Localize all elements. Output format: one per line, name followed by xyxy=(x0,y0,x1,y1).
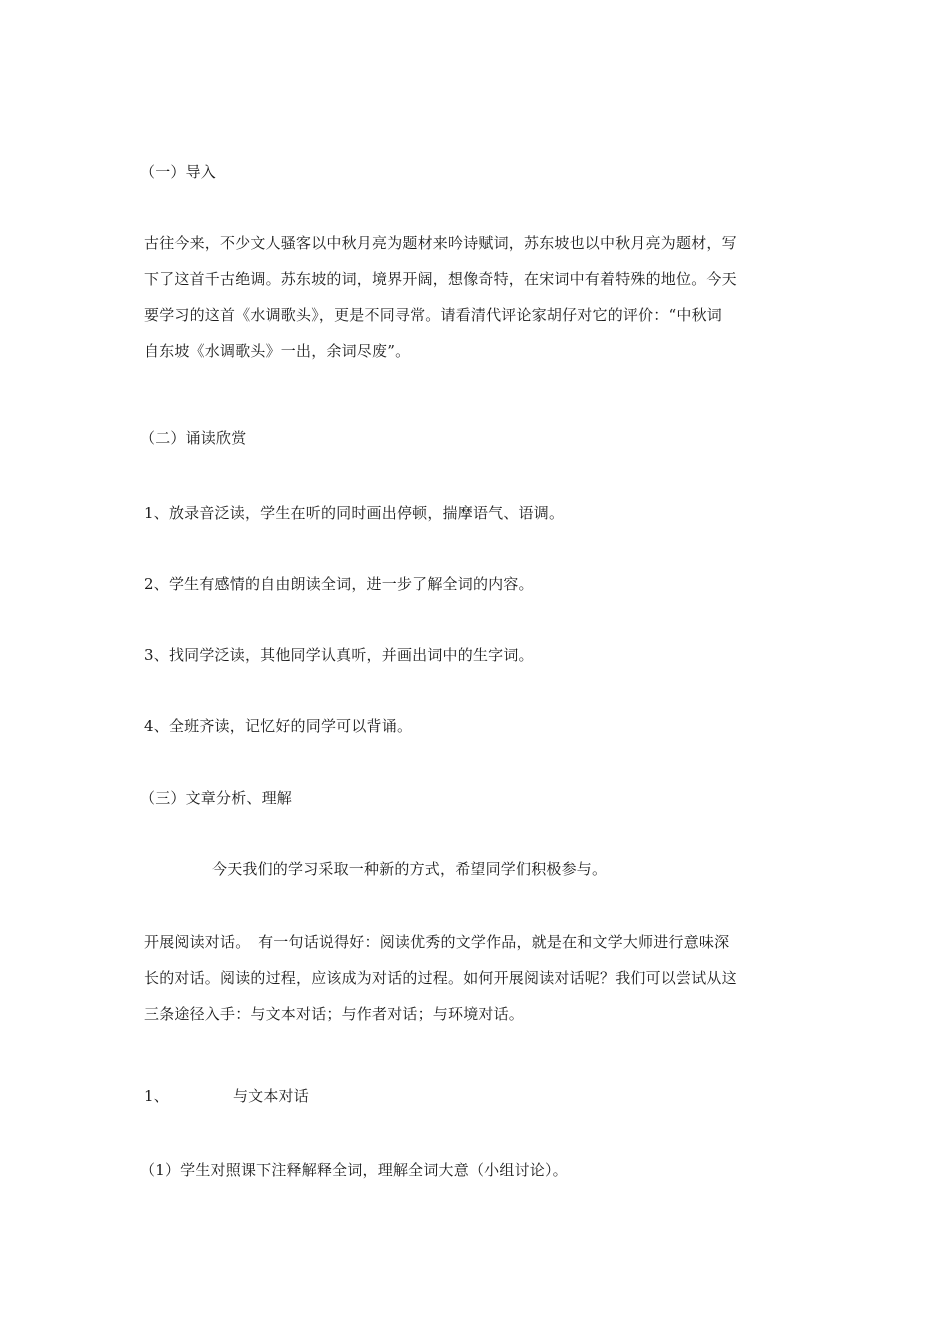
paragraph-line: 三条途径入手：与文本对话；与作者对话；与环境对话。 xyxy=(144,1005,525,1023)
list-item: 1、放录音泛读，学生在听的同时画出停顿，揣摩语气、语调。 xyxy=(144,504,565,522)
subsection-title: 与文本对话 xyxy=(232,1087,309,1105)
step-item: （1）学生对照课下注释解释全词，理解全词大意（小组讨论）。 xyxy=(140,1161,568,1179)
subsection-heading xyxy=(144,1086,309,1106)
list-item: 4、全班齐读，记忆好的同学可以背诵。 xyxy=(144,717,413,735)
paragraph-line: 下了这首千古绝调。苏东坡的词，境界开阔，想像奇特，在宋词中有着特殊的地位。今天 xyxy=(144,270,737,288)
analysis-intro: 今天我们的学习采取一种新的方式，希望同学们积极参与。 xyxy=(212,860,608,878)
paragraph-line: 自东坡《水调歌头》一出，余词尽废”。 xyxy=(144,342,411,360)
subsection-number: 1、 xyxy=(144,1087,169,1105)
intro-paragraph xyxy=(144,233,808,377)
paragraph-line: 长的对话。阅读的过程，应该成为对话的过程。如何开展阅读对话呢？我们可以尝试从这 xyxy=(144,969,737,987)
section-heading-intro: （一）导入 xyxy=(140,163,217,181)
list-item: 3、找同学泛读，其他同学认真听，并画出词中的生字词。 xyxy=(144,646,534,664)
dialogue-paragraph xyxy=(144,932,808,1040)
list-item: 2、学生有感情的自由朗读全词，进一步了解全词的内容。 xyxy=(144,575,534,593)
paragraph-line: 要学习的这首《水调歌头》，更是不同寻常。请看清代评论家胡仔对它的评价：“中秋词 xyxy=(144,306,722,324)
section-heading-analysis: （三）文章分析、理解 xyxy=(140,789,293,807)
paragraph-line: 古往今来，不少文人骚客以中秋月亮为题材来吟诗赋词，苏东坡也以中秋月亮为题材，写 xyxy=(144,234,737,252)
paragraph-line: 开展阅读对话。 有一句话说得好：阅读优秀的文学作品，就是在和文学大师进行意味深 xyxy=(144,933,730,951)
section-heading-reading: （二）诵读欣赏 xyxy=(140,429,247,447)
